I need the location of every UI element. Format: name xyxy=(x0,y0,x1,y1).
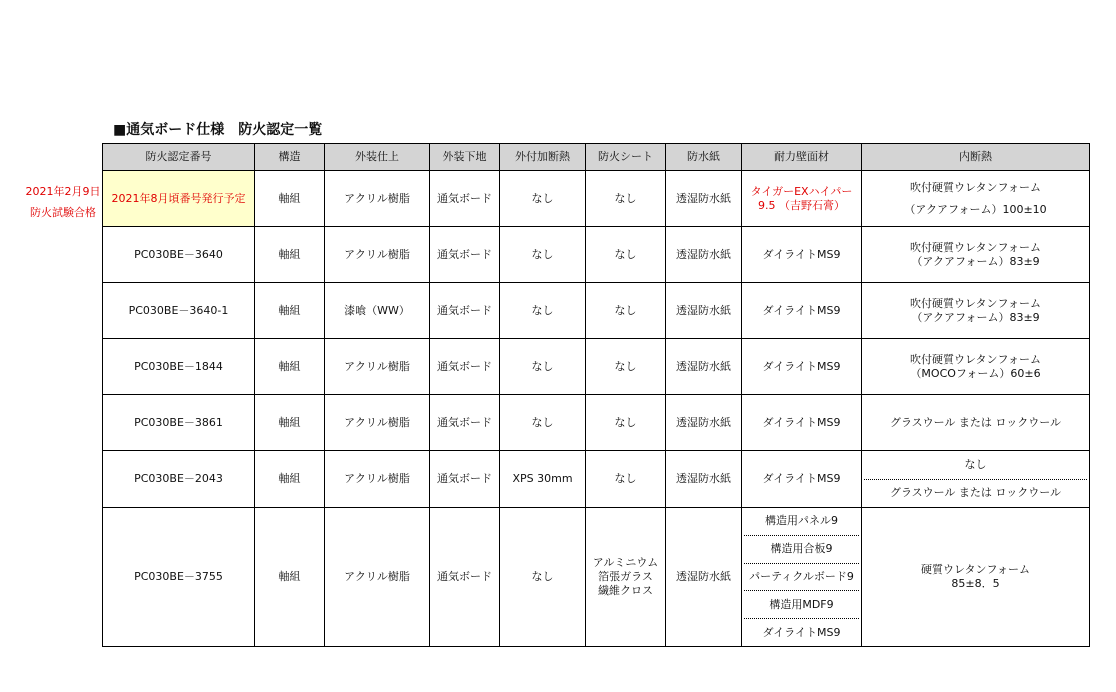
inner-insulation-line: 硬質ウレタンフォーム xyxy=(920,563,1030,576)
finish-cell: アクリル樹脂 xyxy=(325,339,430,395)
col-header: 内断熱 xyxy=(862,144,1090,171)
waterproof-cell: 透湿防水紙 xyxy=(666,227,742,283)
cert-number-cell: PC030BE－1844 xyxy=(103,339,255,395)
wall-material-cell xyxy=(742,171,862,227)
wall-material-option: 構造用パネル9 xyxy=(765,514,838,528)
col-header: 外装下地 xyxy=(430,144,500,171)
inner-insulation-cell xyxy=(862,451,1090,508)
waterproof-cell: 透湿防水紙 xyxy=(666,451,742,508)
wall-material-cell: ダイライトMS9 xyxy=(742,451,862,508)
structure-cell: 軸組 xyxy=(255,171,325,227)
cert-number-cell: PC030BE－3755 xyxy=(103,508,255,647)
fire-certification-table xyxy=(102,143,1090,647)
table-row xyxy=(103,171,1090,227)
fire-sheet-cell: なし xyxy=(586,171,666,227)
waterproof-cell: 透湿防水紙 xyxy=(666,339,742,395)
ext-insulation-cell: なし xyxy=(500,171,586,227)
waterproof-cell: 透湿防水紙 xyxy=(666,171,742,227)
ext-insulation-cell: なし xyxy=(500,283,586,339)
col-header: 防火シート xyxy=(586,144,666,171)
page-title: ■通気ボード仕様 防火認定一覧 xyxy=(113,122,323,138)
waterproof-cell: 透湿防水紙 xyxy=(666,395,742,451)
inner-insulation-cell: グラスウール または ロックウール xyxy=(862,395,1090,451)
side-note-status: 防火試験合格 xyxy=(30,206,96,219)
col-header: 外装仕上 xyxy=(325,144,430,171)
fire-sheet-cell: なし xyxy=(586,227,666,283)
col-header: 防水紙 xyxy=(666,144,742,171)
inner-insulation-cell xyxy=(862,283,1090,339)
table-row xyxy=(103,451,1090,508)
fire-sheet-line: 繊維クロス xyxy=(598,584,653,597)
ext-insulation-cell: なし xyxy=(500,227,586,283)
base-cell: 通気ボード xyxy=(430,508,500,647)
base-cell: 通気ボード xyxy=(430,339,500,395)
fire-sheet-cell: なし xyxy=(586,451,666,508)
structure-cell: 軸組 xyxy=(255,283,325,339)
table-row xyxy=(103,283,1090,339)
cert-number-cell: PC030BE－3640 xyxy=(103,227,255,283)
inner-insulation-line: （アクアフォーム）83±9 xyxy=(911,310,1040,324)
table-header-row xyxy=(103,144,1090,171)
structure-cell: 軸組 xyxy=(255,508,325,647)
base-cell: 通気ボード xyxy=(430,171,500,227)
inner-insulation-line: 吹付硬質ウレタンフォーム xyxy=(909,180,1041,194)
base-cell: 通気ボード xyxy=(430,283,500,339)
table-row xyxy=(103,227,1090,283)
fire-sheet-cell: なし xyxy=(586,395,666,451)
table-row xyxy=(103,508,1090,647)
base-cell: 通気ボード xyxy=(430,227,500,283)
inner-insulation-line: 吹付硬質ウレタンフォーム xyxy=(909,296,1041,310)
inner-insulation-line: 吹付硬質ウレタンフォーム xyxy=(909,352,1041,366)
cert-number-cell: 2021年8月頃番号発行予定 xyxy=(103,171,255,227)
wall-material-option: ダイライトMS9 xyxy=(744,618,859,646)
wall-material-cell xyxy=(742,508,862,647)
cert-number-cell: PC030BE－3861 xyxy=(103,395,255,451)
base-cell: 通気ボード xyxy=(430,395,500,451)
table-row xyxy=(103,339,1090,395)
fire-sheet-line: 箔張ガラス xyxy=(598,570,653,583)
fire-sheet-line: アルミニウム xyxy=(592,556,659,569)
wall-material-cell: ダイライトMS9 xyxy=(742,339,862,395)
structure-cell: 軸組 xyxy=(255,227,325,283)
finish-cell: アクリル樹脂 xyxy=(325,508,430,647)
inner-insulation-line: 85±8．5 xyxy=(951,577,1000,590)
ext-insulation-cell: XPS 30mm xyxy=(500,451,586,508)
finish-cell: アクリル樹脂 xyxy=(325,395,430,451)
ext-insulation-cell: なし xyxy=(500,508,586,647)
inner-insulation-cell xyxy=(862,339,1090,395)
wall-material-option: パーティクルボード9 xyxy=(744,563,859,591)
col-header: 防火認定番号 xyxy=(103,144,255,171)
fire-sheet-cell: なし xyxy=(586,339,666,395)
cert-number-cell: PC030BE－3640-1 xyxy=(103,283,255,339)
inner-insulation-cell xyxy=(862,508,1090,647)
base-cell: 通気ボード xyxy=(430,451,500,508)
wall-material-option: 構造用MDF9 xyxy=(744,590,859,618)
ext-insulation-cell: なし xyxy=(500,339,586,395)
wall-material-cell: ダイライトMS9 xyxy=(742,395,862,451)
col-header: 構造 xyxy=(255,144,325,171)
structure-cell: 軸組 xyxy=(255,451,325,508)
fire-sheet-cell: なし xyxy=(586,283,666,339)
wall-material-cell: ダイライトMS9 xyxy=(742,227,862,283)
wall-material-cell: ダイライトMS9 xyxy=(742,283,862,339)
side-note-date: 2021年2月9日 xyxy=(25,185,101,198)
waterproof-cell: 透湿防水紙 xyxy=(666,283,742,339)
col-header: 耐力壁面材 xyxy=(742,144,862,171)
inner-insulation-line: （MOCOフォーム）60±6 xyxy=(910,366,1041,380)
inner-insulation-line: （アクアフォーム）83±9 xyxy=(911,254,1040,268)
inner-insulation-cell xyxy=(862,227,1090,283)
wall-material-line: 9.5 （吉野石膏） xyxy=(758,198,845,212)
wall-material-option: 構造用合板9 xyxy=(744,535,859,563)
wall-material-line: タイガーEXハイパー xyxy=(750,184,853,198)
inner-insulation-cell xyxy=(862,171,1090,227)
finish-cell: アクリル樹脂 xyxy=(325,451,430,508)
col-header: 外付加断熱 xyxy=(500,144,586,171)
inner-insulation-line: （アクアフォーム）100±10 xyxy=(904,202,1047,216)
inner-insulation-option: なし xyxy=(964,457,987,471)
finish-cell: アクリル樹脂 xyxy=(325,227,430,283)
fire-sheet-cell xyxy=(586,508,666,647)
inner-insulation-option: グラスウール または ロックウール xyxy=(864,479,1087,508)
finish-cell: 漆喰（WW） xyxy=(325,283,430,339)
structure-cell: 軸組 xyxy=(255,395,325,451)
inner-insulation-line: 吹付硬質ウレタンフォーム xyxy=(909,240,1041,254)
structure-cell: 軸組 xyxy=(255,339,325,395)
finish-cell: アクリル樹脂 xyxy=(325,171,430,227)
ext-insulation-cell: なし xyxy=(500,395,586,451)
table-row xyxy=(103,395,1090,451)
cert-number-cell: PC030BE－2043 xyxy=(103,451,255,508)
waterproof-cell: 透湿防水紙 xyxy=(666,508,742,647)
